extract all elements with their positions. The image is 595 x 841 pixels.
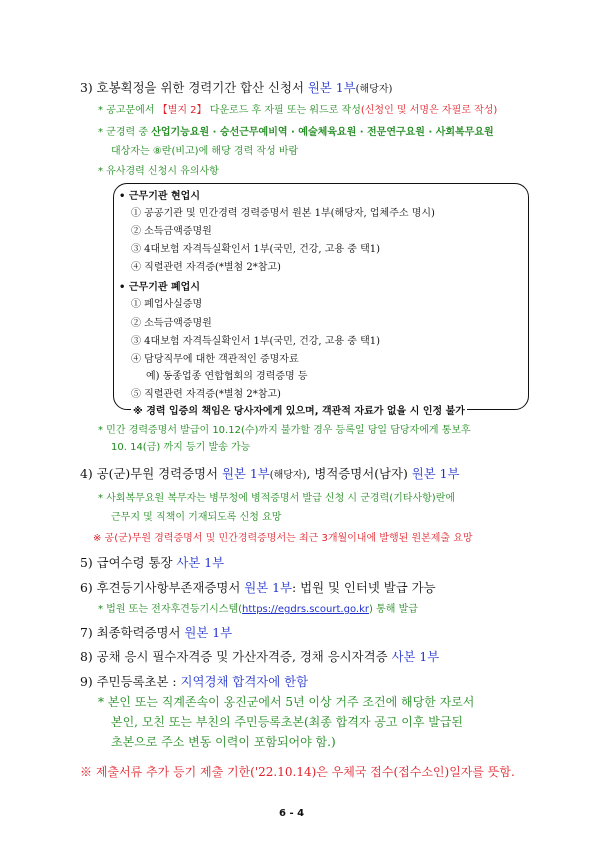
- item3-heading: 3) 호봉획정을 위한 경력기간 합산 신청서 원본 1부(해당자): [80, 80, 393, 95]
- box-heading-active: • 근무기관 현업시: [119, 191, 200, 202]
- item5-heading: 5) 급여수령 통장 사본 1부: [80, 555, 225, 570]
- box-item: ② 소득금액증명원: [131, 226, 212, 237]
- item9-bullet-2: 본인, 모친 또는 부친의 주민등록초본(최종 합격자 공고 이후 발급된: [111, 715, 463, 729]
- egdrs-link[interactable]: https://egdrs.scourt.go.kr: [242, 604, 369, 615]
- item3-bullet-3: * 유사경력 신청시 유의사항: [98, 166, 219, 177]
- item3-bullet-1: * 공고문에서 【별지 2】 다운로드 후 자필 또는 워드로 작성(신청인 및 서명은 자필로 작성): [98, 105, 498, 116]
- box-item: ④ 직렬관련 자격증(*별첨 2*참고): [131, 262, 281, 273]
- deadline-note: ※ 제출서류 추가 등기 제출 기한('22.10.14)은 우체국 접수(접수소인)일자를 뜻함.: [80, 765, 515, 779]
- box-item: ② 소득금액증명원: [131, 318, 212, 329]
- item4-bullet-b: 근무지 및 직책이 기재되도록 신청 요망: [111, 512, 282, 523]
- item3-bullet-2b: 대상자는 ⑧란(비고)에 해당 경력 작성 바람: [111, 146, 299, 157]
- box-item: ③ 4대보험 자격득실확인서 1부(국민, 건강, 고용 중 택1): [131, 336, 381, 347]
- box-item: ⑤ 직렬관련 자격증(*별첨 2*참고): [131, 389, 281, 400]
- item9-heading: 9) 주민등록초본 : 지역경채 합격자에 한함: [80, 674, 309, 689]
- box-note: ※ 경력 입증의 책임은 당사자에게 있으며, 객관적 자료가 없을 시 인정 불가: [131, 402, 467, 417]
- box-item: ① 폐업사실증명: [131, 299, 203, 310]
- box-item: ③ 4대보험 자격득실확인서 1부(국민, 건강, 고용 중 택1): [131, 244, 381, 255]
- item9-bullet-1: * 본인 또는 직계존속이 옹진군에서 5년 이상 거주 조건에 해당한 자로서: [98, 695, 475, 709]
- box-heading-closed: • 근무기관 폐업시: [119, 282, 200, 293]
- item4-warning: ※ 공(군)무원 경력증명서 및 민간경력증명서는 최근 3개월이내에 발행된 원본제출 요망: [93, 533, 473, 544]
- box-item: ④ 담당직무에 대한 객관적인 증명자료: [131, 354, 299, 365]
- item7-heading: 7) 최종학력증명서 원본 1부: [80, 625, 233, 640]
- item6-heading: 6) 후견등기사항부존재증명서 원본 1부: 법원 및 인터넷 발급 가능: [80, 580, 436, 595]
- item8-heading: 8) 공채 응시 필수자격증 및 가산자격증, 경채 응시자격증 사본 1부: [80, 649, 440, 664]
- item3-bullet-2: * 군경력 중 산업기능요원 · 승선근무예비역 · 예술체육요원 · 전문연구요원 · 사회복무요원: [98, 127, 494, 138]
- page-number: 6 - 4: [279, 808, 305, 819]
- orig-label: 원본 1부: [307, 80, 356, 95]
- item4-bullet: * 사회복무요원 복무자는 병무청에 병적증명서 발급 신청 시 군경력(기타사항)란에: [98, 493, 456, 504]
- item6-bullet: * 법원 또는 전자후견등기시스템(https://egdrs.scourt.go.kr) 통해 발급: [98, 604, 418, 615]
- item4-heading: 4) 공(군)무원 경력증명서 원본 1부(해당자), 병적증명서(남자) 원본 1부: [80, 466, 460, 481]
- box-item: ① 공공기관 및 민간경력 경력증명서 원본 1부(해당자, 업체주소 명시): [131, 208, 435, 219]
- after-box-line-2: 10. 14(금) 까지 등기 발송 가능: [111, 442, 251, 453]
- after-box-line-1: * 민간 경력증명서 발급이 10.12(수)까지 불가할 경우 등록일 당일 담당자에게 통보후: [98, 425, 471, 436]
- item9-bullet-3: 초본으로 주소 변동 이력이 포함되어야 함.): [111, 735, 336, 749]
- box-item: 예) 동종업종 연합협회의 경력증명 등: [146, 371, 308, 382]
